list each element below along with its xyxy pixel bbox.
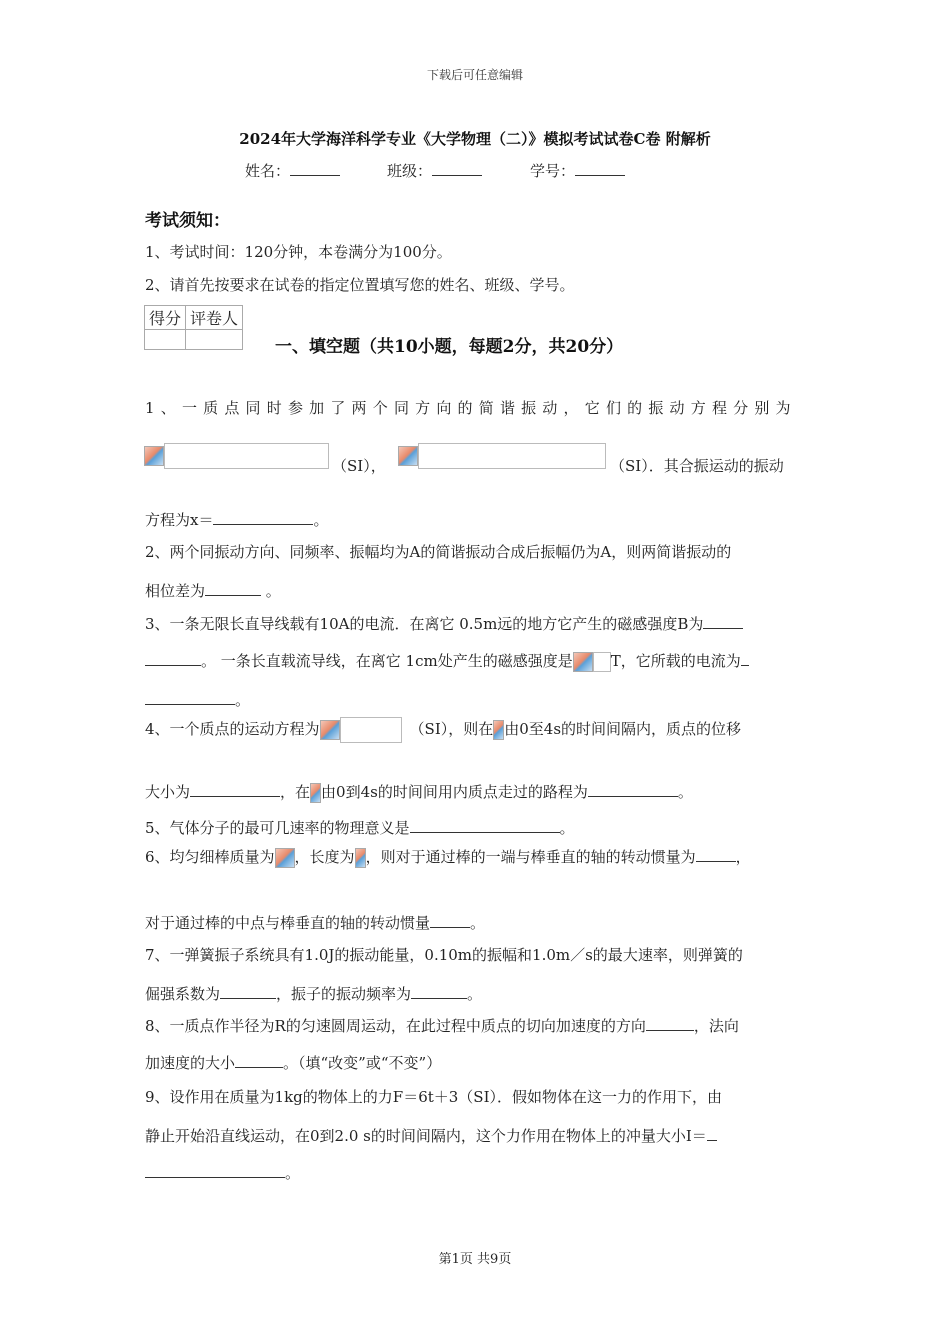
name-field[interactable] <box>245 160 340 181</box>
q9-answer-blank-b[interactable] <box>145 1164 285 1178</box>
notice-heading: 考试须知： <box>145 211 230 231</box>
q7-line2 <box>145 983 482 1004</box>
q2-line2 <box>145 580 281 601</box>
q4-line2-a: 大小为 <box>145 783 191 801</box>
q4-line1 <box>145 717 741 743</box>
q4-line1-a: 4、一个质点的运动方程为 <box>145 720 320 738</box>
q2-answer-blank[interactable] <box>205 582 261 596</box>
q8-line2-a: 加速度的大小 <box>145 1054 236 1072</box>
formula-image-icon <box>320 720 340 740</box>
class-field[interactable] <box>387 160 482 181</box>
q3-line2-text: 。 一条长直载流导线，在离它 1cm处产生的磁感强度是 <box>201 652 573 670</box>
formula-image-icon <box>310 783 321 803</box>
q1-si2: （SI）．其合振运动的振动 <box>610 457 784 475</box>
q2-line2-end: 。 <box>261 582 281 600</box>
q5-line1 <box>145 817 575 838</box>
q8-line2-b: 。（填“改变”或“不变”） <box>283 1054 442 1072</box>
score-table <box>144 305 243 350</box>
q5-line1-a: 5、气体分子的最可几速率的物理意义是 <box>145 819 410 837</box>
formula-image-icon <box>355 848 366 868</box>
q3-line3-end: 。 <box>235 691 251 709</box>
q4-line1-b: （SI），则在 <box>409 720 494 738</box>
name-label: 姓名： <box>245 162 291 180</box>
q4-line2-b: ，在 <box>280 783 311 801</box>
q3-answer-blank-1a[interactable] <box>703 615 743 629</box>
q5-answer-blank[interactable] <box>410 819 560 833</box>
class-blank[interactable] <box>432 162 482 176</box>
q9-line2-text: 静止开始沿直线运动，在0到2.0 s的时间间隔内，这个力作用在物体上的冲量大小I＝ <box>145 1127 707 1145</box>
formula-image-icon <box>573 652 593 672</box>
q4-line2-c: 由0到4s的时间间用内质点走过的路程为 <box>321 783 588 801</box>
q1-line2 <box>144 443 329 469</box>
q7-line2-a: 倔强系数为 <box>145 985 221 1003</box>
q1-line3-label: 方程为x＝ <box>145 511 214 529</box>
notice-item-1: 1、考试时间：120分钟，本卷满分为100分。 <box>145 243 452 261</box>
q3-answer-blank-2b[interactable] <box>145 691 235 705</box>
q4-line1-c: 由0至4s的时间间隔内，质点的位移 <box>504 720 742 738</box>
q2-line1: 2、两个同振动方向、同频率、振幅均为A的简谐振动合成后振幅仍为A，则两简谐振动的 <box>145 543 732 561</box>
q4-line2 <box>145 781 693 803</box>
page-footer: 第1页 共9页 <box>438 1252 512 1267</box>
q6-line1-d: ， <box>735 848 751 866</box>
q3-line2 <box>145 650 749 672</box>
q1-si1: （SI）， <box>332 457 386 475</box>
formula-box-2 <box>418 443 606 469</box>
q6-line1-c: ，则对于通过棒的一端与棒垂直的轴的转动惯量为 <box>365 848 696 866</box>
formula-image-icon <box>398 446 418 466</box>
q6-line1 <box>145 846 751 868</box>
q7-line1: 7、一弹簧振子系统具有1.0J的振动能量，0.10m的振幅和1.0m／s的最大速率，则弹簧的 <box>145 946 743 964</box>
notice-item-2: 2、请首先按要求在试卷的指定位置填写您的姓名、班级、学号。 <box>145 276 575 294</box>
class-label: 班级： <box>387 162 433 180</box>
id-field[interactable] <box>530 160 625 181</box>
q4-line2-d: 。 <box>677 783 693 801</box>
q9-answer-blank-a[interactable] <box>707 1127 717 1141</box>
header-note: 下载后可任意编辑 <box>426 68 523 82</box>
q7-answer-blank-2[interactable] <box>411 985 467 999</box>
q9-line2 <box>145 1125 717 1146</box>
q1-line3-end: 。 <box>313 511 329 529</box>
q3-line1 <box>145 613 743 634</box>
q8-answer-blank-1[interactable] <box>646 1017 694 1031</box>
q3-answer-blank-2a[interactable] <box>741 652 749 666</box>
formula-image-icon <box>493 720 504 740</box>
grader-header: 评卷人 <box>186 306 243 330</box>
q7-answer-blank-1[interactable] <box>220 985 276 999</box>
score-header: 得分 <box>145 306 186 330</box>
q3-line2-text2: T，它所载的电流为 <box>610 652 741 670</box>
id-blank[interactable] <box>575 162 625 176</box>
q8-line1 <box>145 1015 739 1036</box>
q6-line2-a: 对于通过棒的中点与棒垂直的轴的转动惯量 <box>145 914 431 932</box>
q2-line2-label: 相位差为 <box>145 582 206 600</box>
formula-image-icon <box>144 446 164 466</box>
q6-answer-blank-2[interactable] <box>430 914 470 928</box>
q9-line3-end: 。 <box>285 1164 301 1182</box>
q3-line3 <box>145 689 250 710</box>
q6-line2-b: 。 <box>470 914 486 932</box>
q8-answer-blank-2[interactable] <box>235 1054 283 1068</box>
q5-line1-b: 。 <box>559 819 575 837</box>
grader-cell[interactable] <box>186 330 243 350</box>
q1-line1: 1、一质点同时参加了两个同方向的简谐振动，它们的振动方程分别为 <box>145 399 797 417</box>
q6-line1-b: ，长度为 <box>294 848 355 866</box>
id-label: 学号： <box>530 162 576 180</box>
q4-answer-blank-2[interactable] <box>588 783 678 797</box>
q1-formula2 <box>398 443 606 469</box>
q8-line1-b: ，法向 <box>693 1017 739 1035</box>
section-title: 一、填空题（共10小题，每题2分，共20分） <box>275 337 624 357</box>
q3-answer-blank-1b[interactable] <box>145 652 201 666</box>
q3-line1-text: 3、一条无限长直导线载有10A的电流．在离它 0.5m远的地方它产生的磁感强度B为 <box>145 615 704 633</box>
q7-line2-b: ，振子的振动频率为 <box>276 985 412 1003</box>
q1-line3 <box>145 509 328 530</box>
formula-image-icon <box>275 848 295 868</box>
q6-line2 <box>145 912 485 933</box>
name-blank[interactable] <box>290 162 340 176</box>
q9-line1: 9、设作用在质量为1kg的物体上的力F＝6t＋3（SI）．假如物体在这一力的作用下，由 <box>145 1088 723 1106</box>
formula-box-3 <box>593 652 611 672</box>
q6-line1-a: 6、均匀细棒质量为 <box>145 848 275 866</box>
page-title: 2024年大学海洋科学专业《大学物理（二）》模拟考试试卷C卷 附解析 <box>239 130 711 148</box>
q7-line2-c: 。 <box>467 985 483 1003</box>
q6-answer-blank-1[interactable] <box>696 848 736 862</box>
q9-line3 <box>145 1162 300 1183</box>
q4-answer-blank-1[interactable] <box>190 783 280 797</box>
q1-answer-blank[interactable] <box>213 511 313 525</box>
q8-line1-a: 8、一质点作半径为R的匀速圆周运动，在此过程中质点的切向加速度的方向 <box>145 1017 646 1035</box>
formula-box-4 <box>340 717 402 743</box>
score-cell[interactable] <box>145 330 186 350</box>
formula-box-1 <box>164 443 329 469</box>
q8-line2 <box>145 1052 441 1073</box>
